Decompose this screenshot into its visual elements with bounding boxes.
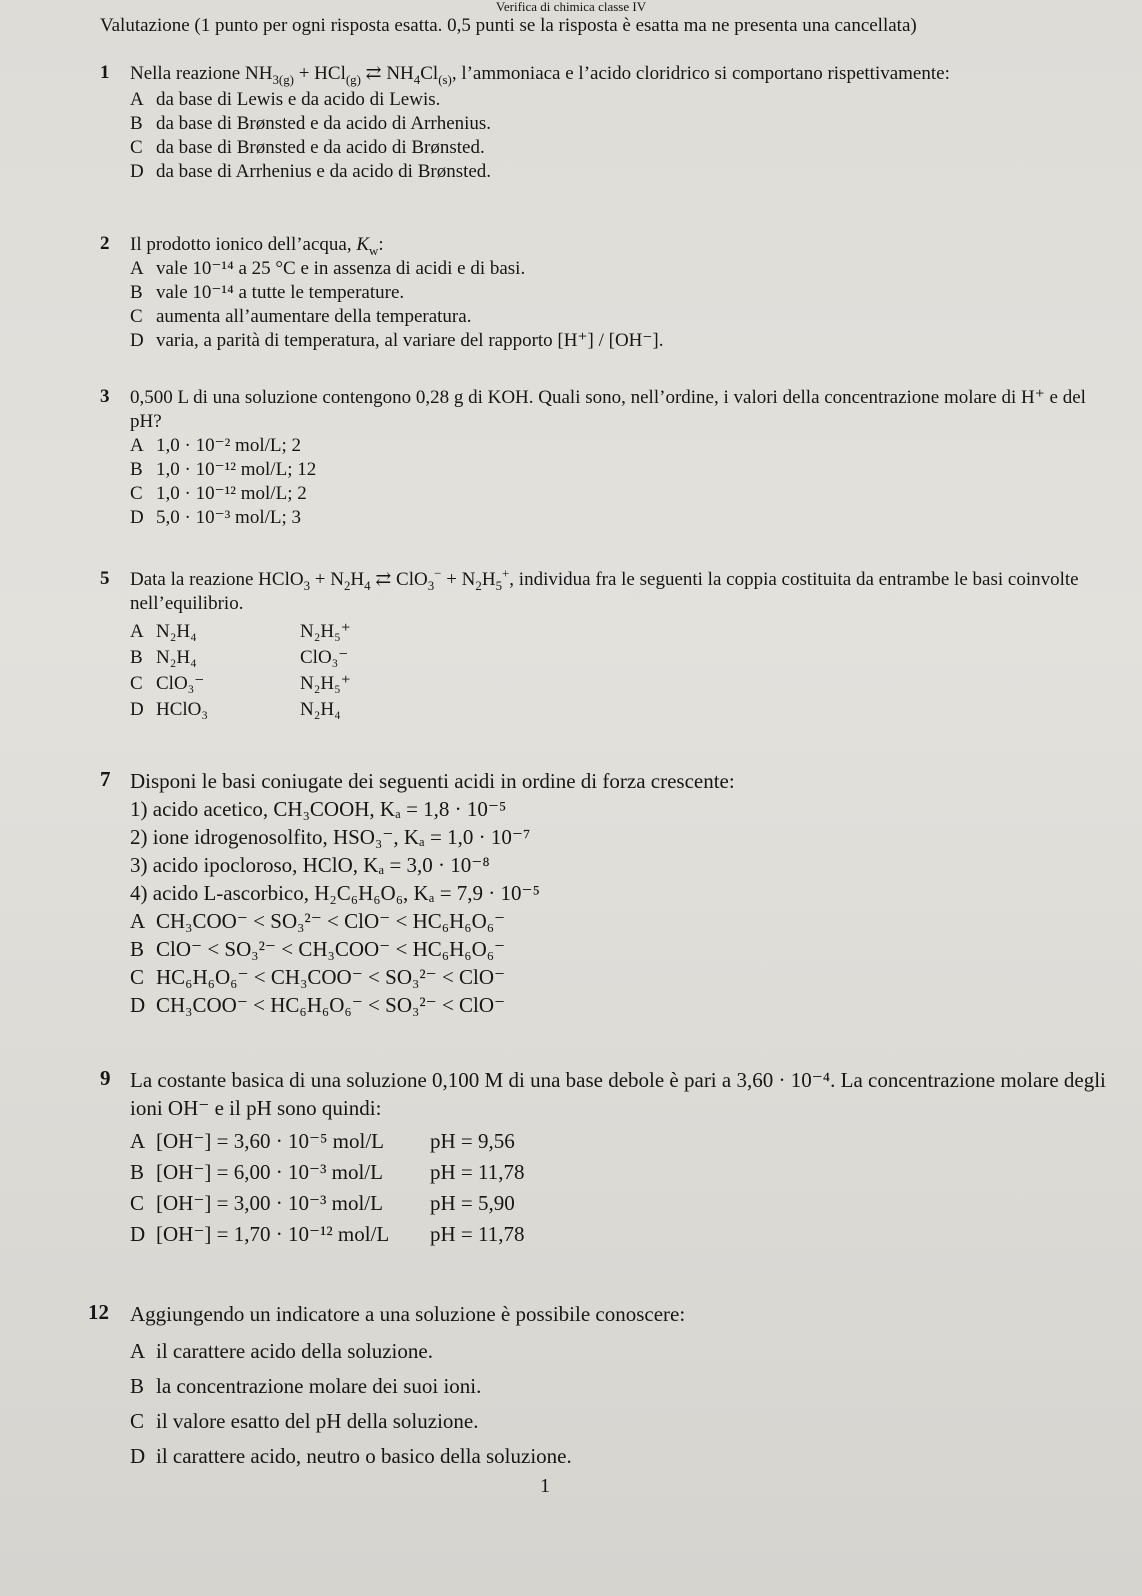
answer-option: B N₂H₄ ClO₃⁻ (130, 647, 349, 668)
question-2 (100, 233, 1110, 353)
answer-option: D [OH⁻] = 1,70 · 10⁻¹² mol/L pH = 11,78 (130, 1222, 525, 1246)
answer-option: D varia, a parità di temperatura, al variare del rapporto [H⁺] / [OH⁻]. (130, 330, 664, 351)
answer-option: A N₂H₄ N₂H₅⁺ (130, 621, 351, 642)
question-number: 9 (100, 1066, 111, 1090)
question-number: 3 (100, 386, 110, 407)
answer-option: C [OH⁻] = 3,00 · 10⁻³ mol/L pH = 5,90 (130, 1191, 515, 1215)
answer-option: A CH₃COO⁻ < SO₃²⁻ < ClO⁻ < HC₆H₆O₆⁻ (130, 909, 506, 933)
question-1 (100, 62, 1110, 184)
answer-option: D CH₃COO⁻ < HC₆H₆O₆⁻ < SO₃²⁻ < ClO⁻ (130, 993, 506, 1017)
page-number: 1 (540, 1475, 550, 1497)
answer-option: A [OH⁻] = 3,60 · 10⁻⁵ mol/L pH = 9,56 (130, 1129, 515, 1153)
question-number: 2 (100, 233, 110, 254)
answer-option: B ClO⁻ < SO₃²⁻ < CH₃COO⁻ < HC₆H₆O₆⁻ (130, 937, 506, 961)
answer-option: C ClO₃⁻ N₂H₅⁺ (130, 673, 351, 694)
answer-option: A vale 10⁻¹⁴ a 25 °C e in assenza di acidi e di basi. (130, 258, 526, 279)
list-item: 1) acido acetico, CH₃COOH, Kₐ = 1,8 · 10⁻⁵ (130, 797, 507, 821)
question-number: 5 (100, 568, 110, 589)
answer-option: A 1,0 · 10⁻² mol/L; 2 (130, 435, 302, 456)
answer-option: B vale 10⁻¹⁴ a tutte le temperature. (130, 282, 405, 303)
answer-option: D da base di Arrhenius e da acido di Brønsted. (130, 161, 492, 182)
answer-option: C 1,0 · 10⁻¹² mol/L; 2 (130, 483, 307, 504)
question-12 (88, 1300, 1110, 1474)
question-stem: Il prodotto ionico dell’acqua, $K_w$: (130, 234, 384, 258)
question-stem: 0,500 L di una soluzione contengono 0,28 g di KOH. Quali sono, nell’ordine, i valori della concentrazione molare di H⁺ e del pH? (130, 387, 1086, 432)
question-stem: Nella reazione $NH_{3(g)} + HCl_{(g)}$ ⇄ $NH_4Cl_{(s)}$, l’ammoniaca e l’acido cloridrico si comportano rispettivamente: (130, 63, 950, 87)
answer-option: B da base di Brønsted e da acido di Arrhenius. (130, 113, 492, 134)
question-9 (100, 1066, 1110, 1250)
answer-option: B la concentrazione molare dei suoi ioni. (130, 1374, 482, 1398)
grading-instructions: Valutazione (1 punto per ogni risposta esatta. 0,5 punti se la risposta è esatta ma ne presenta una cancellata) (100, 15, 917, 36)
answer-option: D 5,0 · 10⁻³ mol/L; 3 (130, 507, 302, 528)
answer-option: B [OH⁻] = 6,00 · 10⁻³ mol/L pH = 11,78 (130, 1160, 525, 1184)
list-item: 4) acido L-ascorbico, H₂C₆H₆O₆, Kₐ = 7,9 · 10⁻⁵ (130, 881, 540, 905)
list-item: 3) acido ipocloroso, HClO, Kₐ = 3,0 · 10⁻⁸ (130, 853, 490, 877)
question-3 (100, 386, 1110, 530)
question-stem: Aggiungendo un indicatore a una soluzione è possibile conoscere: (130, 1302, 686, 1326)
question-number: 1 (100, 62, 110, 83)
answer-option: D HClO₃ N₂H₄ (130, 699, 341, 720)
question-stem: La costante basica di una soluzione 0,100 M di una base debole è pari a 3,60 · 10⁻⁴. La concentrazione molare degli ioni OH⁻ e il pH sono quindi: (130, 1068, 1106, 1120)
question-5 (100, 565, 1110, 724)
question-number: 7 (100, 767, 111, 791)
question-7 (100, 767, 1110, 1019)
answer-option: C il valore esatto del pH della soluzione. (130, 1409, 479, 1433)
question-stem: Disponi le basi coniugate dei seguenti acidi in ordine di forza crescente: (130, 769, 735, 793)
answer-option: A da base di Lewis e da acido di Lewis. (130, 89, 441, 110)
answer-option: A il carattere acido della soluzione. (130, 1339, 433, 1363)
question-number: 12 (88, 1300, 109, 1324)
answer-option: D il carattere acido, neutro o basico della soluzione. (130, 1444, 572, 1468)
list-item: 2) ione idrogenosolfito, HSO₃⁻, Kₐ = 1,0 · 10⁻⁷ (130, 825, 531, 849)
answer-option: C aumenta all’aumentare della temperatura. (130, 306, 472, 327)
answer-option: C da base di Brønsted e da acido di Brønsted. (130, 137, 485, 158)
question-stem: Data la reazione HClO$_3$ + $N_2H_4$ ⇄ $ClO_3^- + N_2H_5^+$, individua fra le seguenti la coppia costituita da entrambe le basi coinvolte nell’equilibrio. (130, 565, 1079, 614)
answer-option: B 1,0 · 10⁻¹² mol/L; 12 (130, 459, 317, 480)
page-header: Verifica di chimica classe IV (495, 0, 647, 14)
answer-option: C HC₆H₆O₆⁻ < CH₃COO⁻ < SO₃²⁻ < ClO⁻ (130, 965, 506, 989)
